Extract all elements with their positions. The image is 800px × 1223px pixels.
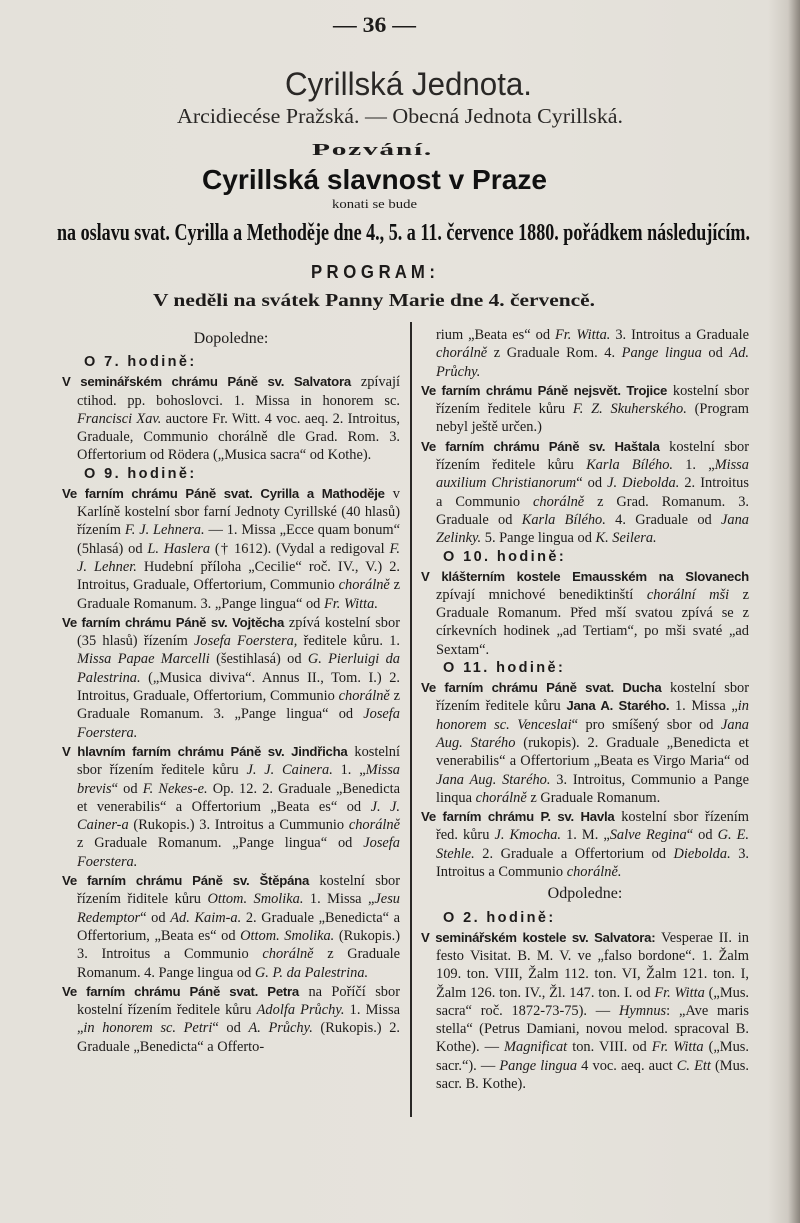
italic-text: Jesu Redemptor xyxy=(77,891,400,926)
body-text: “ od xyxy=(140,909,171,926)
body-text: 4. Graduale od xyxy=(605,511,722,528)
italic-text: Diebolda. xyxy=(673,845,731,862)
italic-text: A. Průchy. xyxy=(248,1020,313,1037)
italic-text: Jana Aug. Starého. xyxy=(436,771,551,788)
body-text: v Karlíně kostelní sbor farní Jednoty Cyrillské (40 hlasů) řízením xyxy=(77,485,400,539)
italic-text: Ottom. Smolika. xyxy=(207,891,304,908)
church-entry xyxy=(421,808,749,881)
church-name: Jana A. Starého. xyxy=(566,698,670,714)
church-name: Ve farním chrámu P. sv. Havla xyxy=(421,809,615,825)
italic-text: Karla Bílého. xyxy=(586,457,674,474)
body-text: (rukopis). 2. Graduale „Benedicta et venerabilis“ a Offertorium „Beata es Virgo Maria“ od xyxy=(436,734,749,770)
occasion-line xyxy=(57,220,750,247)
church-name: Ve farním chrámu Páně sv. Štěpána xyxy=(62,873,310,889)
italic-text: Fr. Witta xyxy=(654,984,705,1001)
church-entry xyxy=(421,929,749,1094)
body-text: 1. Missa „ xyxy=(303,891,375,908)
italic-text: Ad. Kaim-a. xyxy=(170,909,242,926)
body-text: („Musica diviva“. Annus II., Tom. I.) 2. Introitus, Graduale, Offertorium, Communio xyxy=(77,669,400,705)
italic-text: Adolfa Průchy. xyxy=(256,1002,345,1019)
body-text: kostelní sbor řízením řed. kůru xyxy=(436,809,749,844)
italic-text: chorálně xyxy=(348,817,400,834)
church-entry xyxy=(62,743,400,871)
church-name: Ve farním chrámu Páně svat. Cyrilla a Mathoděje xyxy=(62,485,385,501)
body-text: 3. Introitus, Communio a Pange linqua xyxy=(436,771,749,806)
church-name: Ve farním chrámu Páně nejsvět. Trojice xyxy=(421,382,668,398)
italic-text: chorálně xyxy=(338,688,390,705)
body-text: “ od xyxy=(212,1020,249,1037)
body-text: kostelní sbor řízením ředitele kůru xyxy=(436,438,750,474)
italic-text: Magnificat xyxy=(504,1039,568,1056)
italic-text: K. Seilera. xyxy=(595,530,657,547)
document-subtitle xyxy=(177,104,623,129)
body-text: („Mus. sacra“ roč. 1872-73-75). — xyxy=(436,984,750,1019)
church-entry xyxy=(421,382,749,437)
italic-text: Francisci Xav. xyxy=(77,410,162,427)
italic-text: chorálně xyxy=(338,577,390,594)
body-text: zpívají ctihod. pp. bohoslovci. 1. Missa in honorem sc. xyxy=(77,374,401,409)
church-entry xyxy=(421,438,749,548)
body-text: “ od xyxy=(576,475,608,492)
body-text: 2. Introitus a Communio xyxy=(436,475,749,510)
church-name: Ve farním chrámu Páně sv. Vojtěcha xyxy=(62,614,285,630)
italic-text: Jana Aug. Starého xyxy=(436,716,749,751)
body-text: rium „Beata es“ od xyxy=(436,327,556,343)
church-entry xyxy=(62,983,400,1056)
italic-text: Josefa Foerstera, xyxy=(194,633,298,650)
italic-text: chorální mši xyxy=(646,586,730,603)
italic-text: Fr. Witta xyxy=(651,1039,704,1056)
italic-text: in honorem sc. Venceslai xyxy=(436,698,749,733)
church-entry xyxy=(62,614,400,742)
body-text: 1. Missa „ xyxy=(77,1002,400,1037)
italic-text: F. Z. Skuherského. xyxy=(572,401,687,418)
document-title xyxy=(285,66,532,103)
body-text: (Rukopis.) 3. Introitus a Cummunio xyxy=(128,817,349,834)
body-text: : „Ave maris stella“ (Petrus Damiani, novou melod. spracoval B. Kothe). — xyxy=(436,1002,749,1056)
body-text: kostelní sbor řízením ředitele kůru xyxy=(436,680,749,715)
italic-text: Jana Zelinky. xyxy=(436,511,750,547)
body-text: auctore Fr. Witt. 4 voc. aeq. 2. Introitus, Graduale, Communio chorálně dle Grad. Rom. 3. Offertorium od Rödera („Musica sacra“ od Kothe). xyxy=(77,410,401,464)
italic-text: F. J. Lehnera. xyxy=(124,522,205,539)
sunday-heading xyxy=(153,290,595,311)
italic-text: Josefa Foerstera. xyxy=(77,835,400,870)
invitation-text: Pozvání. xyxy=(312,140,433,159)
italic-text: Missa brevis xyxy=(77,762,400,797)
held-line xyxy=(332,196,417,212)
body-text: (šestihlasá) od xyxy=(209,651,308,668)
invitation-heading xyxy=(312,140,433,160)
body-text: z Graduale Romanum. Před mší svatou zpívá se z církevních hodinek „ad Tertiam“, po mši svaté „ad Sextam“. xyxy=(436,586,749,658)
italic-text: Ad. Průchy. xyxy=(436,345,749,380)
body-text: z Graduale Romanum. xyxy=(526,789,661,806)
body-text: („Mus. sacr.“). — xyxy=(436,1039,749,1074)
festival-text: Cyrillská slavnost v Praze xyxy=(202,164,547,195)
body-text: zpívá kostelní sbor (35 hlasů) řízením xyxy=(77,614,400,650)
body-text: 5. Pange lingua od xyxy=(481,530,596,547)
church-name: V seminářském chrámu Páně sv. Salvatora xyxy=(62,374,351,390)
body-text: († 1612). (Vydal a redigoval xyxy=(210,540,390,557)
italic-text: F. Nekes-e. xyxy=(142,780,208,797)
italic-text: J. J. Cainera. xyxy=(246,762,333,779)
church-entry xyxy=(62,872,400,982)
body-text: Vesperae II. in festo Visitat. B. M. V. ve „falso bordone“. 1. Žalm 109. ton. VIII, Žalm 112. ton. VI, Žalm 121. ton. I, Žalm 126. ton. IV., Žl. 147. ton. I. od xyxy=(436,929,749,1001)
column-divider xyxy=(410,322,412,1117)
body-text: 2. Graduale a Offertorium od xyxy=(474,845,674,862)
hour-heading: O 7. hodině: xyxy=(84,354,197,371)
body-text: “ pro smíšený sbor od xyxy=(571,716,722,733)
body-text: kostelní sbor řízením řiditele kůru xyxy=(77,873,400,908)
italic-text: Missa auxilium Christianorum xyxy=(436,457,749,492)
body-text: ředitele kůru. 1. xyxy=(297,633,400,650)
italic-text: in honorem sc. Petri xyxy=(83,1020,213,1037)
body-text: 1. „ xyxy=(332,762,366,779)
program-heading xyxy=(311,262,435,283)
italic-text: Fr. Witta. xyxy=(555,327,611,343)
italic-text: Missa Papae Marcelli xyxy=(77,651,210,668)
body-text: z Grad. Romanum. 3. Graduale od xyxy=(436,493,749,528)
church-entry xyxy=(62,373,400,464)
church-name: V klášterním kostele Emausském na Slovanech xyxy=(421,568,749,584)
body-text: 2. Graduale „Benedicta“ a Offertorium, „Beata es“ od xyxy=(77,909,400,944)
body-text: na Poříčí sbor kostelní řízením ředitele kůru xyxy=(77,983,400,1019)
page-number-text: — 36 — xyxy=(333,12,416,37)
church-name: Ve farním chrámu Páně svat. Petra xyxy=(62,983,300,999)
italic-text: Pange lingua xyxy=(621,345,702,362)
italic-text: Josefa Foerstera. xyxy=(77,706,400,741)
body-text: z Graduale Romanum. „Pange lingua“ od xyxy=(77,835,364,852)
italic-text: G. P. da Palestrina. xyxy=(254,964,369,981)
church-entry xyxy=(62,485,400,613)
italic-text: L. Haslera xyxy=(147,540,211,557)
hour-heading: O 11. hodině: xyxy=(443,660,566,677)
italic-text: Pange lingua xyxy=(499,1057,578,1074)
church-entry xyxy=(421,568,749,659)
festival-heading xyxy=(202,164,547,196)
italic-text: Ottom. Smolika. xyxy=(240,927,335,944)
body-text: (Rukopis.) 2. Graduale „Benedicta“ a Offerto- xyxy=(77,1020,400,1055)
italic-text: chorálně xyxy=(262,946,314,963)
held-text: konati se bude xyxy=(332,196,417,211)
body-text: z Graduale Romanum. 3. „Pange lingua“ od xyxy=(77,577,400,612)
section-heading: Dopoledne: xyxy=(193,330,269,347)
sunday-text: V neděli na svátek Panny Marie dne 4. červencě. xyxy=(153,290,595,310)
body-text: — 1. Missa „Ecce quam bonum“ (5hlasá) od xyxy=(77,522,400,557)
section-heading: Odpoledne: xyxy=(547,885,623,903)
italic-text: J. J. Cainer-a xyxy=(77,798,400,834)
occasion-text: na oslavu svat. Cyrilla a Methoděje dne 4., 5. a 11. července 1880. pořádkem následujícím. xyxy=(57,220,750,246)
italic-text: chorálně xyxy=(475,789,527,806)
italic-text: Hymnus xyxy=(618,1002,667,1019)
body-text: “ od xyxy=(686,827,718,844)
body-text: z Graduale Rom. 4. xyxy=(487,345,622,362)
body-text: 1. „ xyxy=(673,457,715,474)
church-name: V seminářském kostele sv. Salvatora: xyxy=(421,929,656,945)
body-text: 3. Introitus a Graduale xyxy=(610,327,749,343)
body-text: (Program nebyl ještě určen.) xyxy=(436,401,749,436)
italic-text: chorálně. xyxy=(566,864,622,881)
body-text: ton. VIII. od xyxy=(567,1039,652,1056)
italic-text: chorálně xyxy=(436,345,488,362)
body-text: 1. Missa „ xyxy=(669,698,738,715)
body-text: kostelní sbor řízením ředitele kůru xyxy=(436,382,749,418)
italic-text: G. Pierluigi da Palestrina. xyxy=(77,651,401,686)
church-name: Ve farním chrámu Páně sv. Haštala xyxy=(421,438,660,454)
body-text: z Graduale Romanum. 4. Pange lingua od xyxy=(77,946,400,981)
body-text: (Rukopis.) 3. Introitus a Communio xyxy=(77,927,400,963)
italic-text: F. J. Lehner. xyxy=(77,540,401,575)
italic-text: J. Kmocha. xyxy=(494,827,562,844)
hour-heading: O 9. hodině: xyxy=(84,465,197,482)
italic-text: J. Diebolda. xyxy=(607,475,680,492)
right-column xyxy=(421,326,749,1094)
italic-text: C. Ett xyxy=(676,1057,711,1074)
body-text: Op. 12. 2. Graduale „Benedicta et venerabilis“ a Offertorium „Beata es“ od xyxy=(77,780,400,815)
italic-text: Salve Regina xyxy=(609,827,687,844)
program-text: P R O G R A M : xyxy=(311,262,435,282)
page-number xyxy=(333,12,416,38)
body-text: zpívají mnichové benediktinští xyxy=(436,586,647,603)
hour-heading: O 2. hodině: xyxy=(443,909,556,926)
body-text: Hudební příloha „Cecilie“ roč. IV., V.) 2. Introitus, Graduale, Offertorium, Communio xyxy=(77,558,400,594)
hour-heading: O 10. hodině: xyxy=(443,548,567,565)
body-text: 3. Introitus a Communio xyxy=(436,845,749,881)
body-text: 4 voc. aeq. auct xyxy=(577,1057,677,1074)
continued-paragraph xyxy=(421,326,749,381)
church-entry xyxy=(421,679,749,807)
body-text: 1. M. „ xyxy=(561,827,610,844)
left-column xyxy=(62,326,400,1057)
body-text: z Graduale Romanum. 3. „Pange lingua“ od xyxy=(77,688,400,723)
body-text: (Mus. sacr. B. Kothe). xyxy=(436,1057,749,1092)
body-text: “ od xyxy=(111,780,143,797)
italic-text: Karla Bílého. xyxy=(521,511,606,528)
body-text: od xyxy=(701,345,730,362)
italic-text: G. E. Stehle. xyxy=(436,827,749,862)
body-text: kostelní sbor řízením ředitele kůru xyxy=(77,743,400,779)
church-name: Ve farním chrámu Páně svat. Ducha xyxy=(421,680,662,696)
subtitle-text: Arcidiecése Pražská. — Obecná Jednota Cyrillská. xyxy=(177,104,623,128)
italic-text: Fr. Witta. xyxy=(323,595,378,612)
italic-text: chorálně xyxy=(533,493,585,510)
church-name: V hlavním farním chrámu Páně sv. Jindřicha xyxy=(62,743,348,759)
title-text: Cyrillská Jednota. xyxy=(285,66,532,102)
